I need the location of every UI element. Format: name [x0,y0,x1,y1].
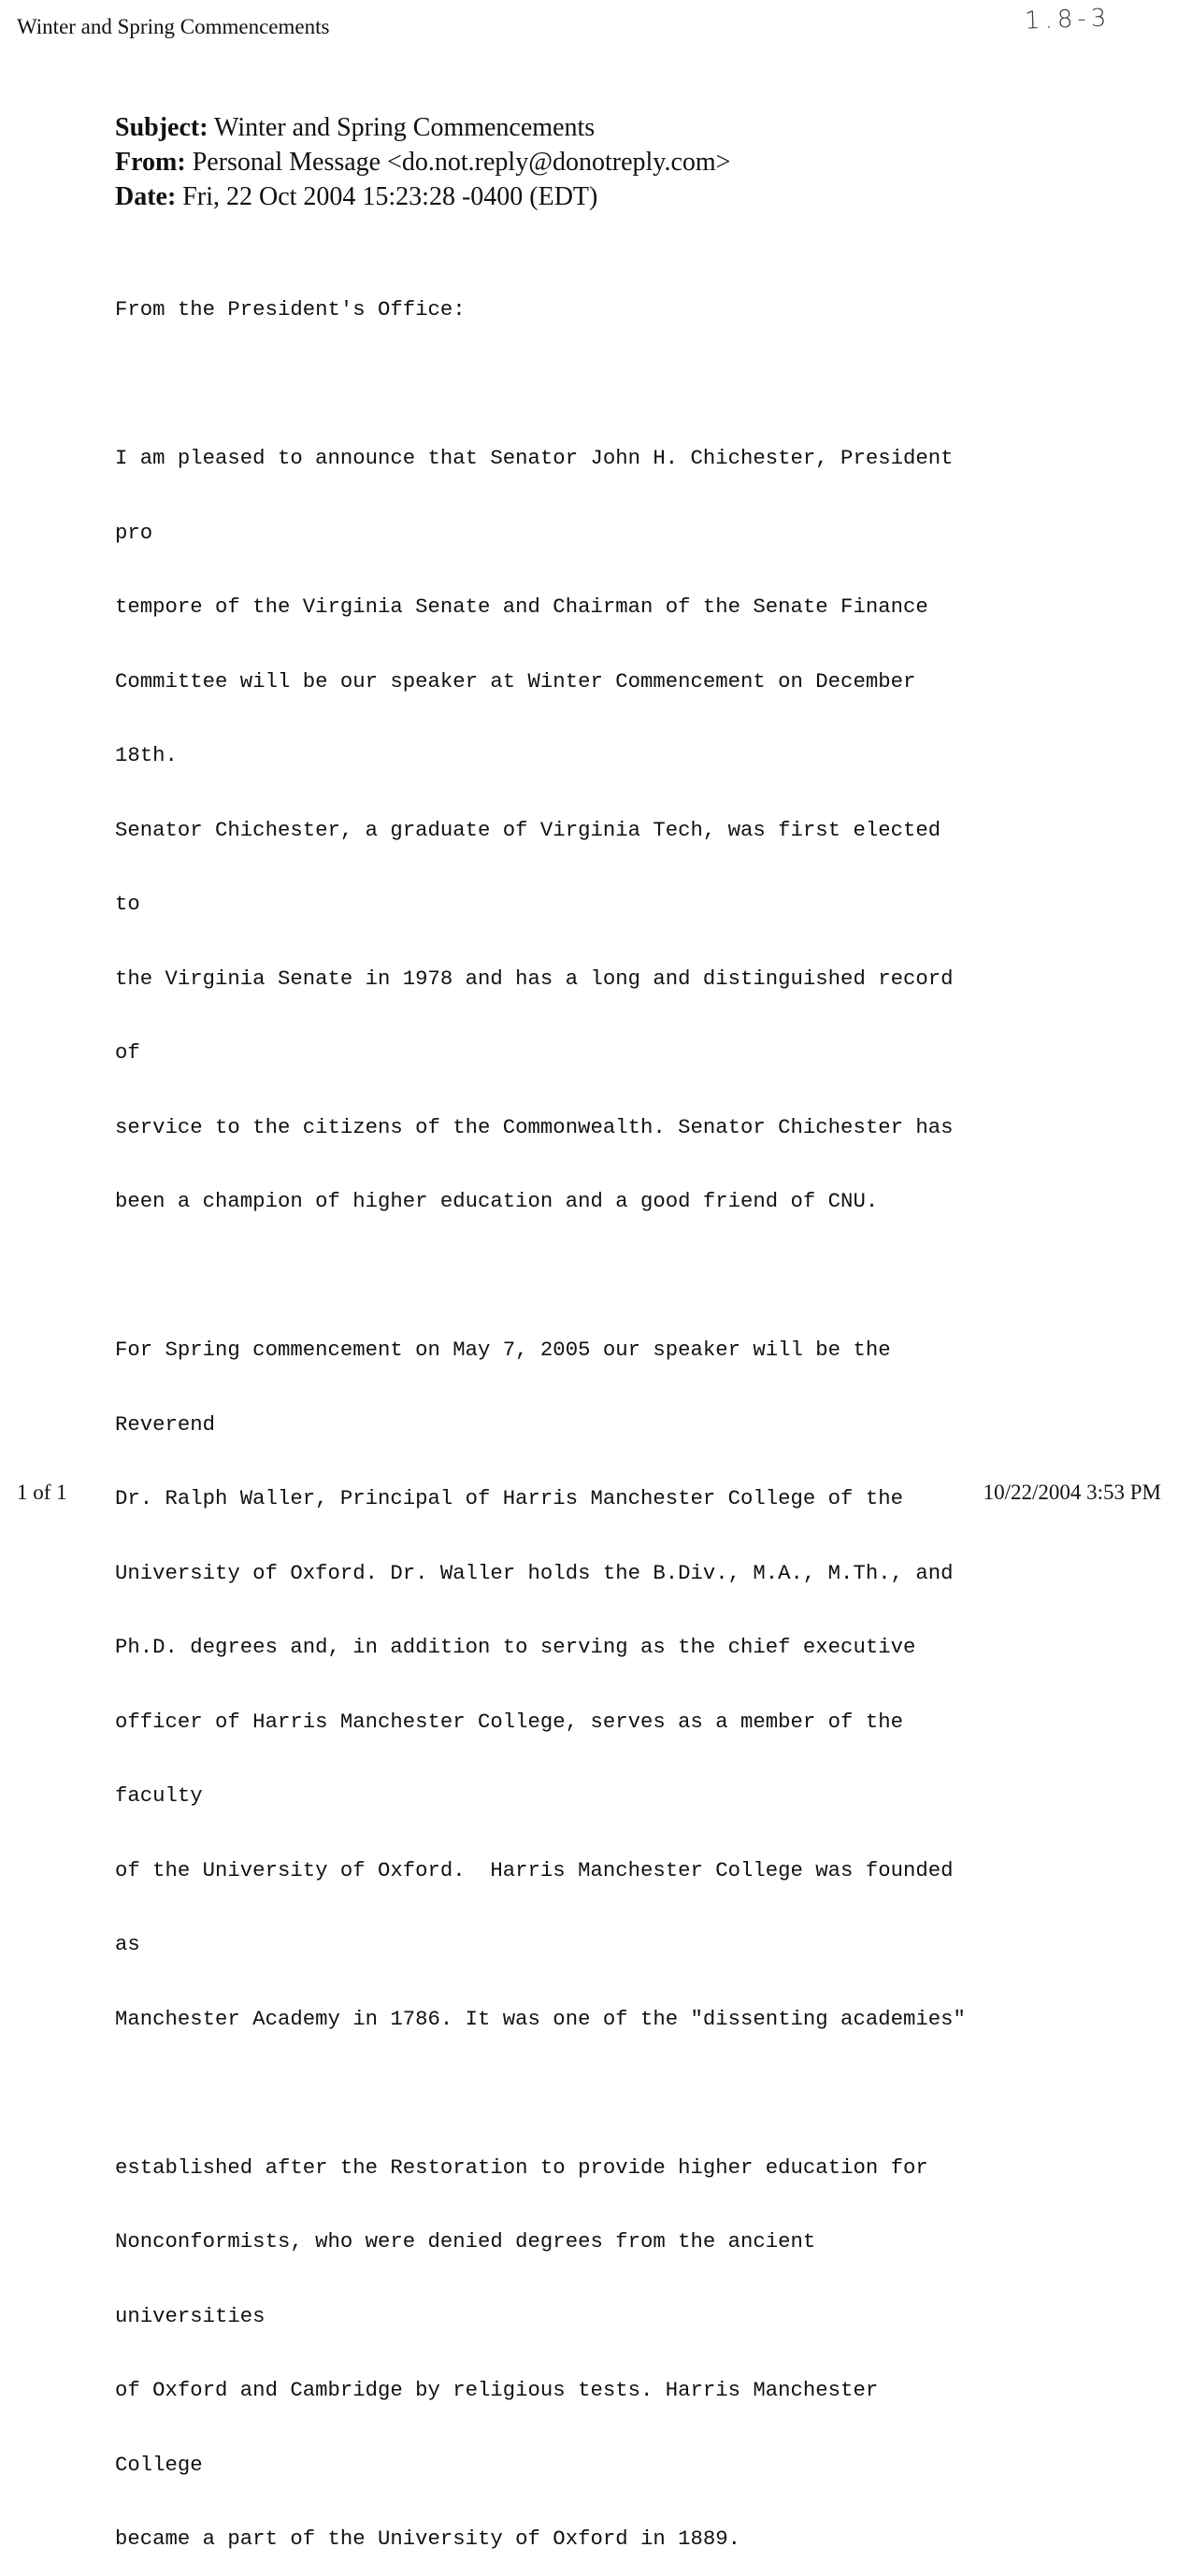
body-line: Nonconformists, who were denied degrees from the ancient [115,2229,816,2254]
handwritten-annotation: 1.8-3 [1024,4,1112,36]
body-line: established after the Restoration to provide higher education for [115,2154,928,2180]
body-line: Reverend [115,1411,216,1437]
body-line: tempore of the Virginia Senate and Chairman of the Senate Finance [115,594,928,619]
body-line: Ph.D. degrees and, in addition to serving as the chief executive [115,1635,916,1659]
from-value: Personal Message <do.not.reply@donotreply.com> [192,148,731,177]
body-line [115,2081,1153,2106]
date-row [115,179,730,214]
body-line: officer of Harris Manchester College, serves as a member of the [115,1709,903,1734]
body-line: faculty [115,1783,203,1808]
body-line: as [115,1932,140,1956]
body-line: For Spring commencement on May 7, 2005 our speaker will be the [115,1338,891,1362]
body-line: University of Oxford. Dr. Waller holds the B.Div., M.A., M.Th., and [115,1560,954,1585]
body-line: of Oxford and Cambridge by religious tests. Harris Manchester [115,2378,879,2402]
body-line: of the University of Oxford. Harris Manchester College was founded [115,1857,954,1882]
email-headers [115,110,730,214]
body-line: From the President's Office: [115,297,466,322]
printed-timestamp: 10/22/2004 3:53 PM [983,1481,1161,1504]
subject-label: Subject: [115,113,208,142]
body-line: 18th. [115,743,178,767]
body-line: Manchester Academy in 1786. It was one of the "dissenting academies" [115,2006,966,2031]
body-line [115,372,1153,397]
subject-row [115,110,730,145]
body-line: to [115,892,140,916]
email-body [115,248,1153,2576]
body-line: College [115,2452,203,2477]
date-label: Date: [115,182,177,211]
date-value: Fri, 22 Oct 2004 15:23:28 -0400 (EDT) [182,182,598,211]
from-label: From: [115,148,186,177]
body-line: the Virginia Senate in 1978 and has a long and distinguished record [115,966,954,991]
body-line: I am pleased to announce that Senator John H. Chichester, President [115,446,954,470]
body-line: Dr. Ralph Waller, Principal of Harris Manchester College of the [115,1486,903,1510]
page-count: 1 of 1 [17,1481,67,1504]
body-line [115,1264,1153,1289]
body-line: Senator Chichester, a graduate of Virginia Tech, was first elected [115,817,941,842]
body-line: pro [115,520,153,545]
from-row [115,145,730,179]
subject-value: Winter and Spring Commencements [214,113,596,142]
body-line: service to the citizens of the Commonwealth. Senator Chichester has [115,1114,954,1139]
body-line: universities [115,2303,266,2328]
body-line: Committee will be our speaker at Winter Commencement on December [115,668,916,694]
body-line: became a part of the University of Oxford in 1889. [115,2526,741,2551]
body-line: been a champion of higher education and a good friend of CNU. [115,1189,879,1213]
page-header-title: Winter and Spring Commencements [17,15,330,38]
body-line: of [115,1040,140,1065]
